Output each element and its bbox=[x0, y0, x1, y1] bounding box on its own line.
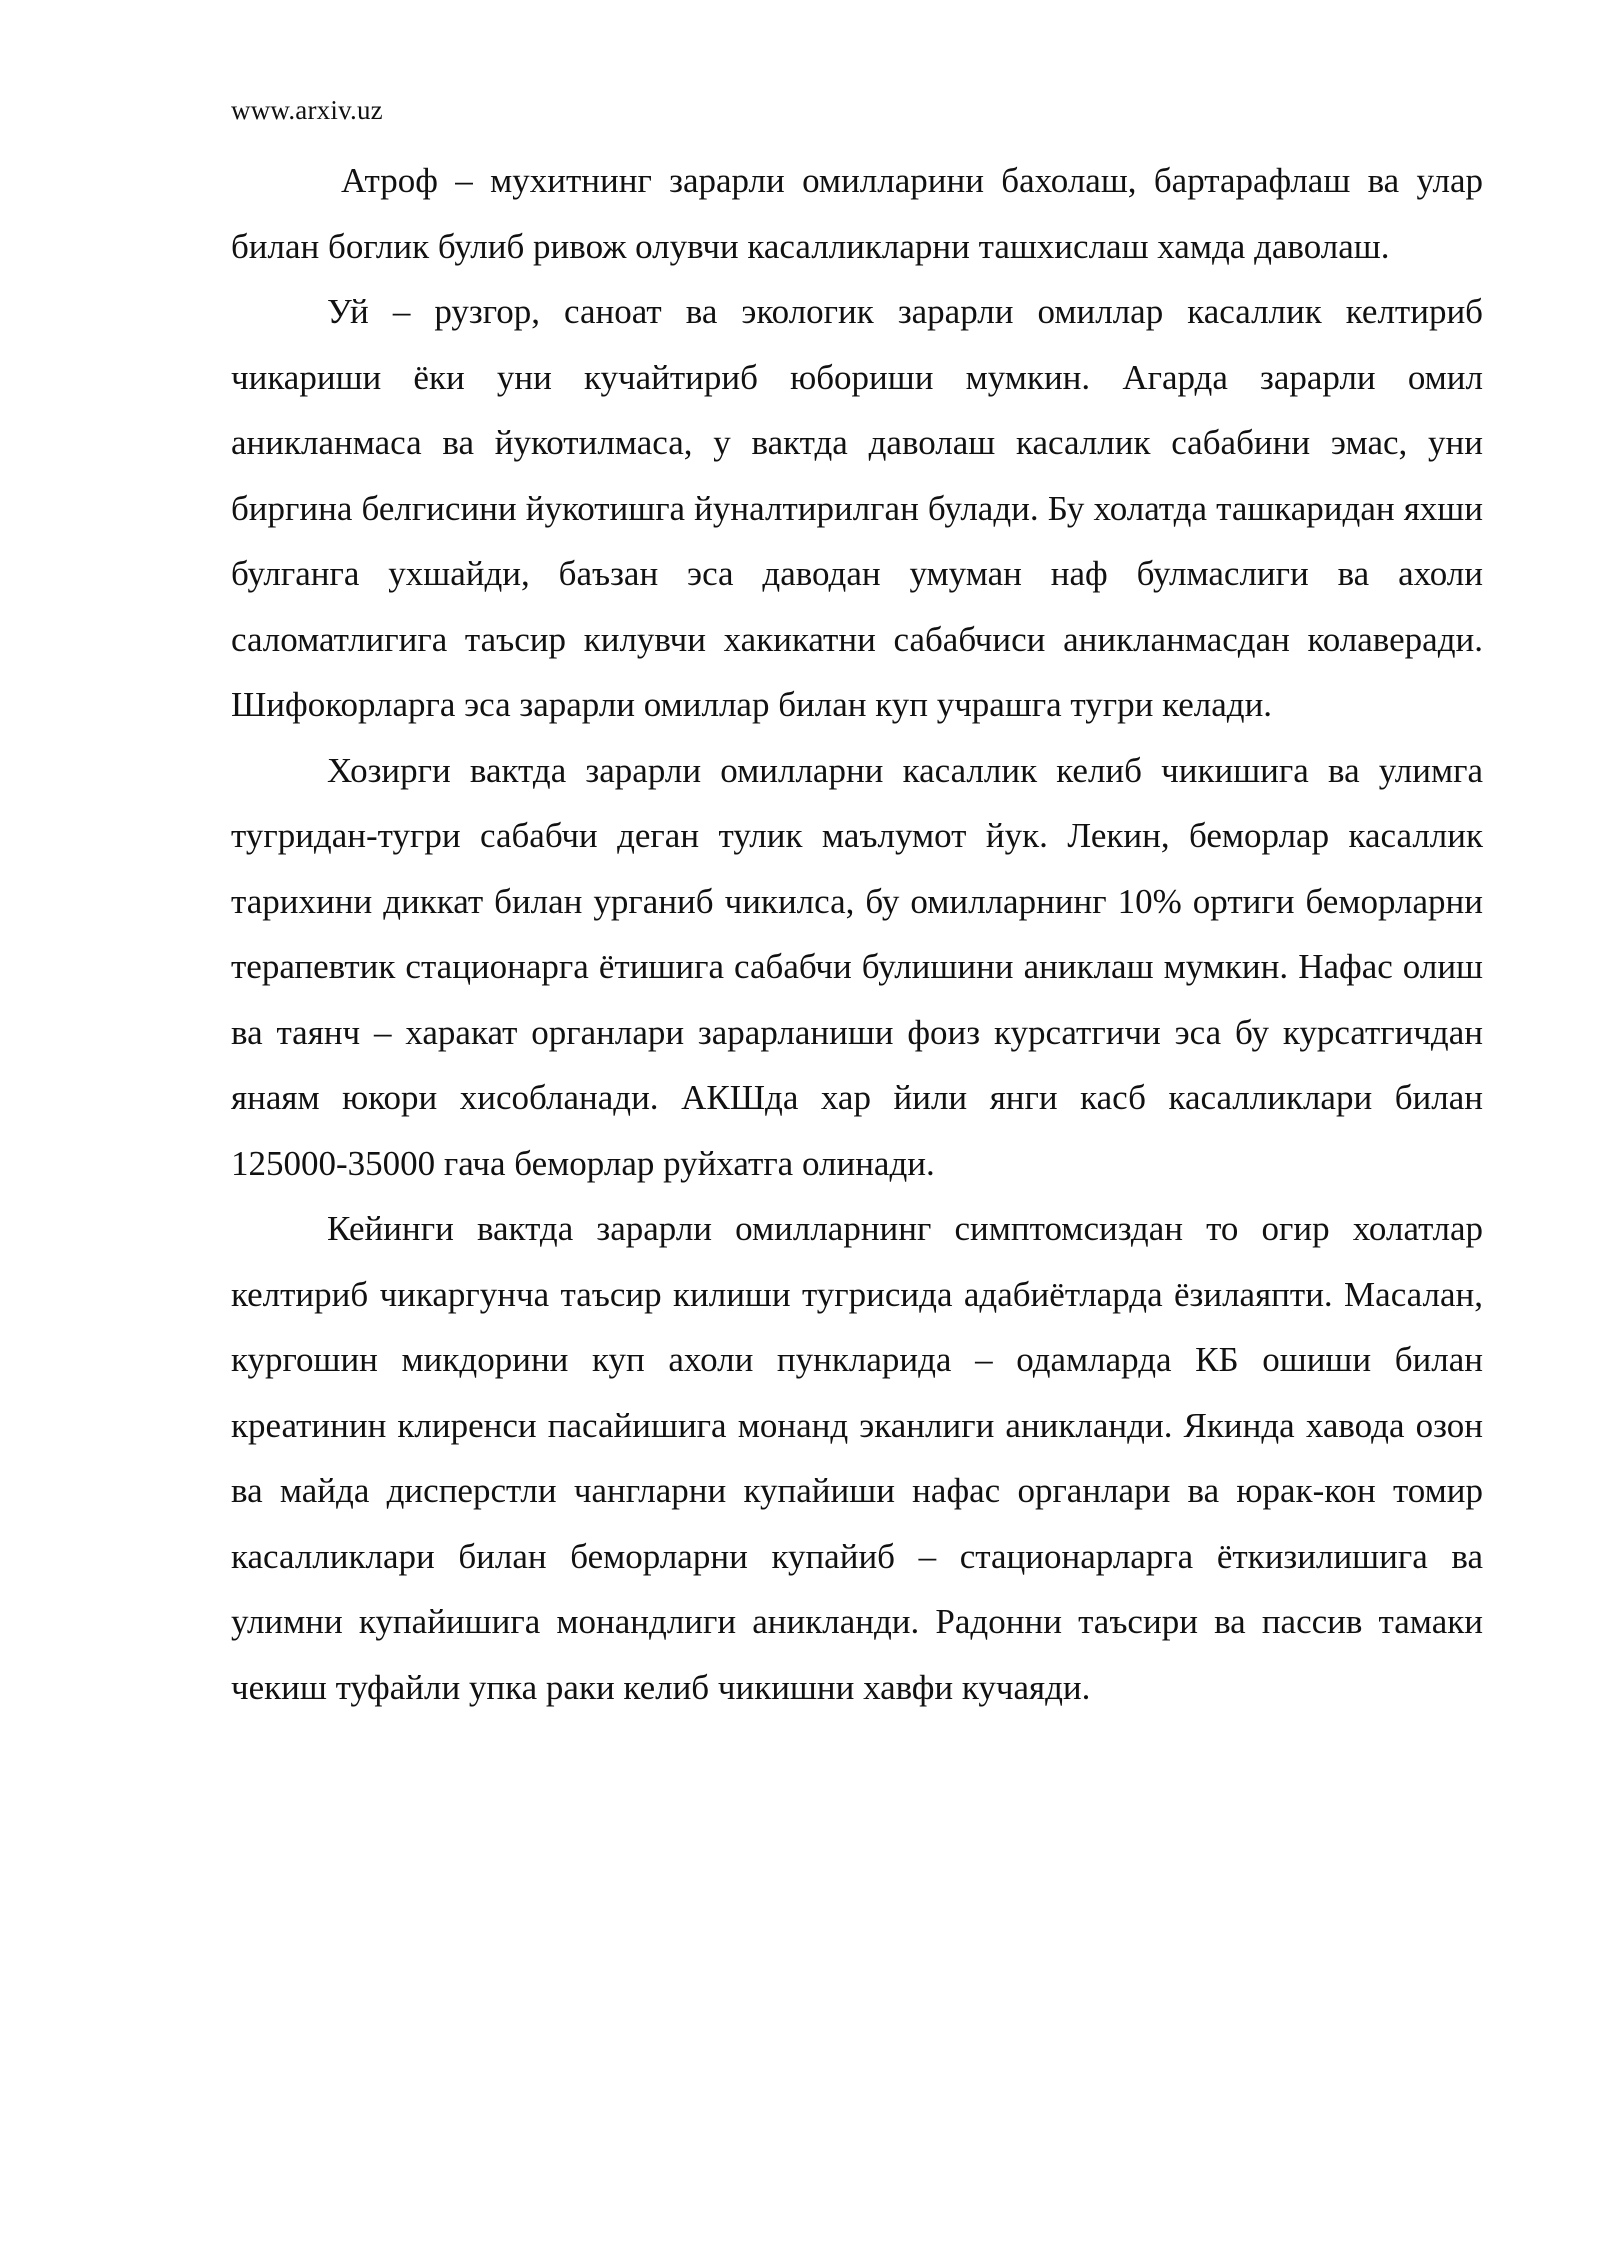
site-header[interactable]: www.arxiv.uz bbox=[231, 95, 383, 125]
paragraph-4: Кейинги вактда зарарли омилларнинг симптомсиздан то огир холатлар келтириб чикаргунча таъсир килиши тугрисида адабиётларда ёзилаяпти. Масалан, кургошин микдорини куп ахоли пункларида – одамларда КБ ошиши билан креатинин клиренси пасайишига монанд эканлиги аникланди. Якинда хавода озон ва майда дисперстли чангларни купайиши нафас органлари ва юрак-кон томир касалликлари билан беморларни купайиб – стационарларга ёткизилишига ва улимни купайишига монандлиги аникланди. Радонни таъсири ва пассив тамаки чекиш туфайли упка раки келиб чикишни хавфи кучаяди. bbox=[231, 1209, 1483, 1707]
paragraph-2: Уй – рузгор, саноат ва экологик зарарли омиллар касаллик келтириб чикариши ёки уни кучайтириб юбориши мумкин. Агарда зарарли омил аникланмаса ва йукотилмаса, у вактда даволаш касаллик сабабини эмас, уни биргина белгисини йукотишга йуналтирилган булади. Бу холатда ташкаридан яхши булганга ухшайди, баъзан эса даводан умуман наф булмаслиги ва ахоли саломатлигига таъсир килувчи хакикатни сабабчиси аникланмасдан колаверади. Шифокорларга эса зарарли омиллар билан куп учрашга тугри келади. bbox=[231, 292, 1483, 724]
document-body bbox=[231, 148, 1483, 1720]
paragraph-3: Хозирги вактда зарарли омилларни касаллик келиб чикишига ва улимга тугридан-тугри сабабчи деган тулик маълумот йук. Лекин, беморлар касаллик тарихини диккат билан урганиб чикилса, бу омилларнинг 10% ортиги беморларни терапевтик стационарга ётишига сабабчи булишини аниклаш мумкин. Нафас олиш ва таянч – харакат органлари зарарланиши фоиз курсатгичи эса бу курсатгичдан янаям юкори хисобланади. АКШда хар йили янги касб касалликлари билан 125000-35000 гача беморлар руйхатга олинади. bbox=[231, 750, 1483, 1183]
paragraph-1: Атроф – мухитнинг зарарли омилларини бахолаш, бартарафлаш ва улар билан боглик булиб ривож олувчи касалликларни ташхислаш хамда даволаш. bbox=[231, 161, 1483, 266]
